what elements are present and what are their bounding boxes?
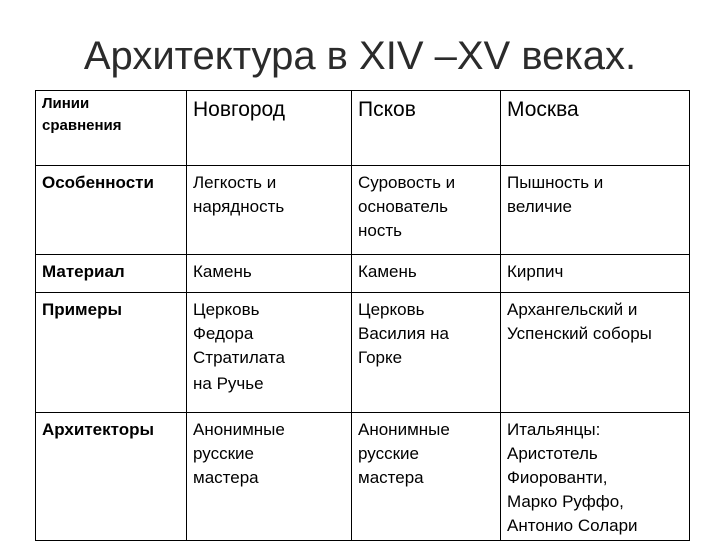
- cell-line: Анонимные: [358, 420, 450, 439]
- cell-line: Кирпич: [507, 262, 564, 281]
- table-row-examples: [36, 293, 690, 413]
- table-header-row: [36, 91, 690, 166]
- corner-line: Линии: [42, 95, 90, 112]
- cell-line: Успенский соборы: [507, 324, 652, 343]
- cell-line: русские: [193, 444, 254, 463]
- table-cell: [352, 413, 501, 541]
- table-row-features: [36, 166, 690, 255]
- cell-line: русские: [358, 444, 419, 463]
- table-cell: [187, 293, 352, 413]
- table-cell: [501, 413, 690, 541]
- cell-line: Стратилата: [193, 348, 285, 367]
- table-cell: [352, 166, 501, 255]
- column-header-pskov: Псков: [352, 91, 501, 166]
- table-cell: [187, 255, 352, 293]
- row-label-features: Особенности: [36, 166, 187, 255]
- cell-line: нарядность: [193, 197, 285, 216]
- corner-line: сравнения: [42, 117, 122, 134]
- cell-line: основатель: [358, 197, 448, 216]
- cell-line: Фиорованти,: [507, 468, 608, 487]
- cell-line: Пышность и: [507, 173, 604, 192]
- cell-line: Федора: [193, 324, 254, 343]
- column-header-moscow: Москва: [501, 91, 690, 166]
- table-row-material: [36, 255, 690, 293]
- cell-line: ность: [358, 221, 402, 240]
- table-cell: [501, 166, 690, 255]
- slide-title: Архитектура в XIV –XV веках.: [83, 34, 637, 78]
- corner-header: [36, 91, 187, 166]
- cell-line: Легкость и: [193, 173, 277, 192]
- row-label-examples: Примеры: [36, 293, 187, 413]
- cell-line: Архангельский и: [507, 300, 638, 319]
- cell-line: Василия на: [358, 324, 449, 343]
- cell-line: мастера: [358, 468, 424, 487]
- table-cell: [352, 255, 501, 293]
- cell-line: Суровость и: [358, 173, 456, 192]
- cell-line: Церковь: [358, 300, 425, 319]
- comparison-table: [35, 90, 690, 541]
- table-cell: [187, 166, 352, 255]
- cell-line: Марко Руффо,: [507, 492, 624, 511]
- table-cell: [501, 293, 690, 413]
- cell-line: величие: [507, 197, 572, 216]
- table-cell: [501, 255, 690, 293]
- row-label-architects: Архитекторы: [36, 413, 187, 541]
- cell-line: Горке: [358, 348, 403, 367]
- cell-line: Итальянцы:: [507, 420, 601, 439]
- cell-line: Камень: [358, 262, 417, 281]
- column-header-novgorod: Новгород: [187, 91, 352, 166]
- cell-line: Антонио Солари: [507, 516, 638, 535]
- cell-line: Анонимные: [193, 420, 285, 439]
- table-cell: [352, 293, 501, 413]
- table-row-architects: [36, 413, 690, 541]
- table-cell: [187, 413, 352, 541]
- cell-line: Церковь: [193, 300, 260, 319]
- row-label-material: Материал: [36, 255, 187, 293]
- cell-line: на Ручье: [193, 374, 264, 393]
- cell-line: Камень: [193, 262, 252, 281]
- cell-line: мастера: [193, 468, 259, 487]
- cell-line: Аристотель: [507, 444, 598, 463]
